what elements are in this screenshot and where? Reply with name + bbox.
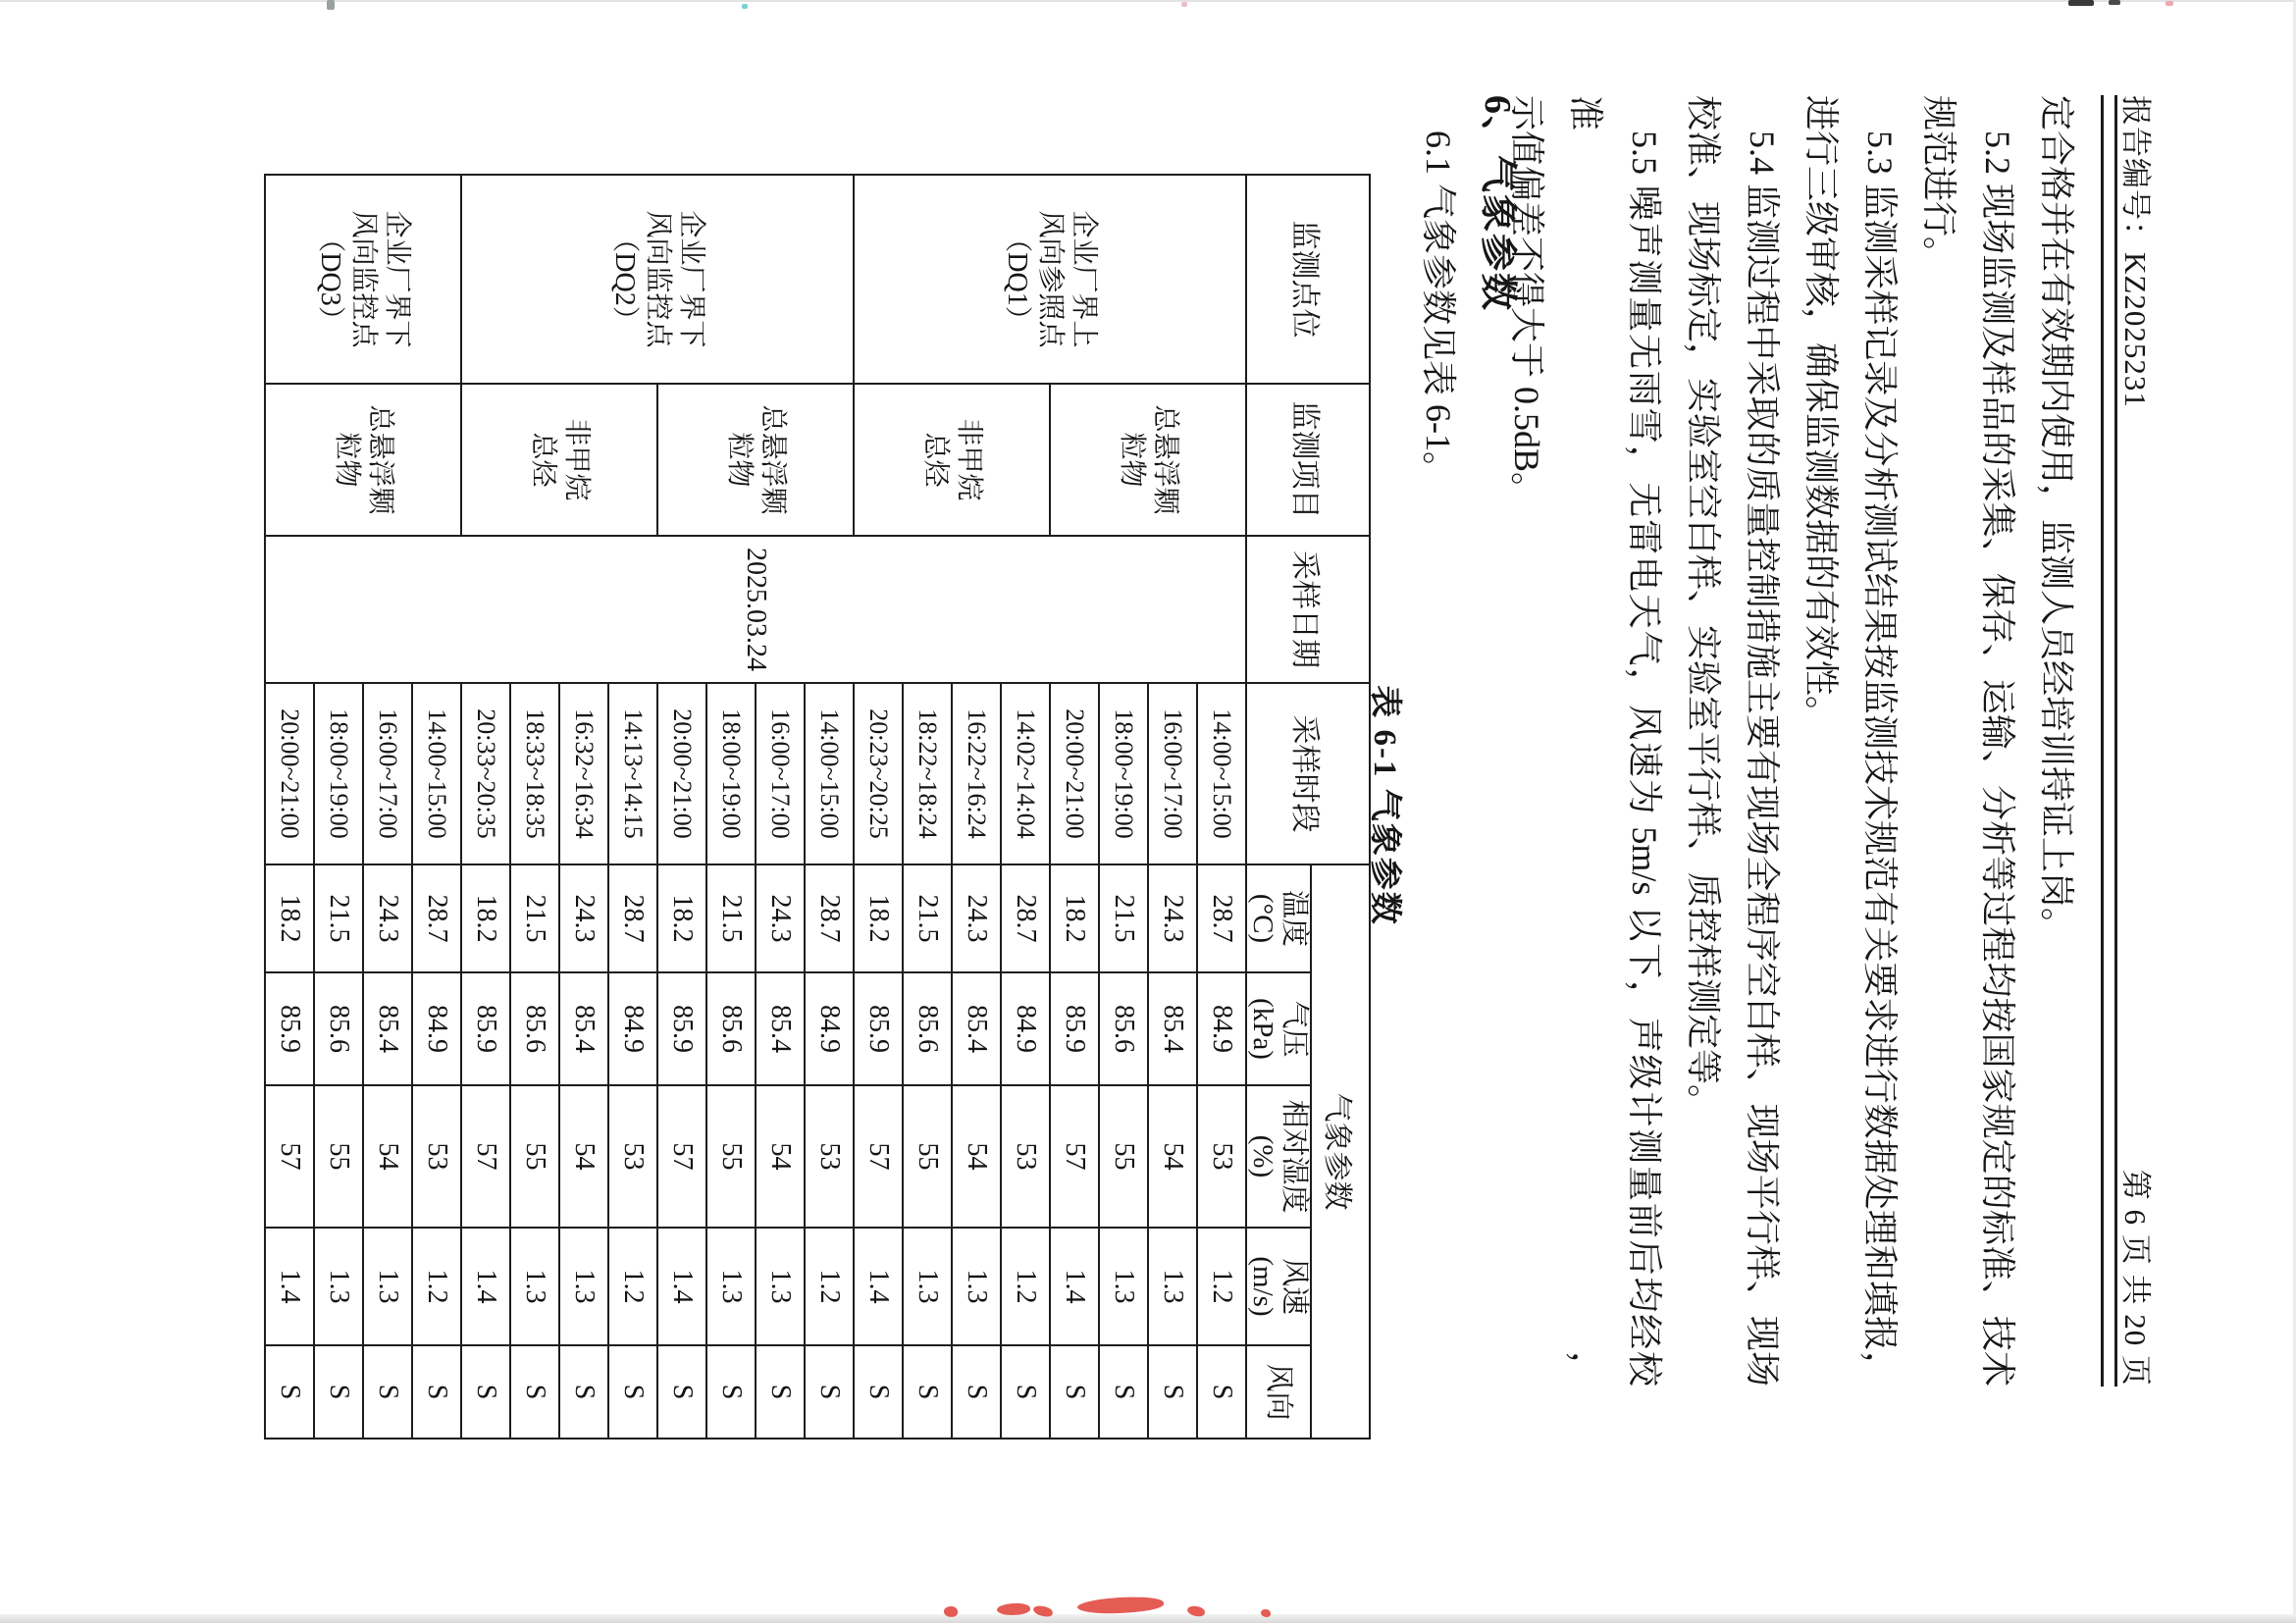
col-header-item: 监测项目 (1246, 384, 1370, 536)
cell-temperature: 21.5 (1099, 864, 1148, 972)
col-header-point: 监测点位 (1246, 175, 1370, 384)
col-header-pressure: 气压 (kPa) (1246, 972, 1311, 1085)
report-number: 报告编号：KZ2025231 (2118, 95, 2153, 408)
col-header-temperature: 温度 (°C) (1246, 864, 1311, 972)
cell-sample-time: 14:13~14:15 (608, 683, 657, 864)
cell-temperature: 24.3 (952, 864, 1001, 972)
cell-pressure: 85.9 (265, 972, 314, 1085)
cell-pressure: 85.4 (363, 972, 412, 1085)
cell-wind-speed: 1.2 (608, 1228, 657, 1345)
cell-humidity: 53 (805, 1085, 854, 1228)
cell-humidity: 53 (412, 1085, 461, 1228)
cell-pressure: 85.4 (559, 972, 608, 1085)
cell-monitoring-point: 企业厂界下 风向监控点 （DQ3） (265, 175, 461, 384)
cell-sample-time: 20:00~21:00 (657, 683, 706, 864)
col-header-humidity: 相对湿度 (%) (1246, 1085, 1311, 1228)
cell-humidity: 55 (510, 1085, 559, 1228)
cell-wind-speed: 1.4 (657, 1228, 706, 1345)
cell-temperature: 21.5 (706, 864, 756, 972)
cell-humidity: 57 (461, 1085, 510, 1228)
cell-sample-time: 20:33~20:35 (461, 683, 510, 864)
cell-pressure: 85.4 (756, 972, 805, 1085)
cell-temperature: 24.3 (756, 864, 805, 972)
table-row (412, 175, 461, 1439)
cell-humidity: 53 (608, 1085, 657, 1228)
cell-wind-speed: 1.3 (1099, 1228, 1148, 1345)
cell-pressure: 85.9 (854, 972, 903, 1085)
body-line: 5.4 监测过程中采取的质量控制措施主要有现场全程序空白样、现场平行样、现场 (1743, 131, 1782, 1387)
cell-wind-speed: 1.3 (1148, 1228, 1197, 1345)
cell-wind-direction: S (756, 1345, 805, 1439)
cell-wind-direction: S (265, 1345, 314, 1439)
cell-pressure: 85.4 (952, 972, 1001, 1085)
body-line: 示值偏差不得大于 0.5dB。 (1507, 95, 1546, 508)
cell-humidity: 57 (854, 1085, 903, 1228)
cell-humidity: 57 (657, 1085, 706, 1228)
cell-wind-direction: S (1148, 1345, 1197, 1439)
cell-temperature: 28.7 (608, 864, 657, 972)
cell-sample-time: 16:32~16:34 (559, 683, 608, 864)
section-heading: 6、气象参数 (1477, 95, 1518, 313)
cell-pressure: 85.9 (461, 972, 510, 1085)
cell-wind-direction: S (363, 1345, 412, 1439)
cell-humidity: 55 (1099, 1085, 1148, 1228)
cell-sample-time: 20:23~20:25 (854, 683, 903, 864)
cell-humidity: 55 (903, 1085, 952, 1228)
cell-wind-speed: 1.2 (1197, 1228, 1246, 1345)
body-line: 5.5 噪声测量无雨雪，无雷电天气，风速为 5m/s 以下，声级计测量前后均经校准， (1566, 95, 1664, 1387)
cell-sample-time: 18:00~19:00 (706, 683, 756, 864)
cell-sample-date: 2025.03.24 (265, 536, 1246, 683)
cell-pressure: 85.9 (1050, 972, 1099, 1085)
cell-wind-direction: S (412, 1345, 461, 1439)
cell-wind-speed: 1.3 (706, 1228, 756, 1345)
cell-wind-speed: 1.3 (952, 1228, 1001, 1345)
cell-sample-time: 14:00~15:00 (805, 683, 854, 864)
scan-speck (327, 0, 335, 10)
cell-humidity: 55 (706, 1085, 756, 1228)
body-line: 定合格并在有效期内使用，监测人员经培训持证上岗。 (2037, 95, 2076, 944)
weather-parameters-table (264, 174, 1371, 1440)
cell-pressure: 84.9 (1197, 972, 1246, 1085)
cell-humidity: 55 (314, 1085, 363, 1228)
cell-temperature: 21.5 (314, 864, 363, 972)
cell-wind-direction: S (559, 1345, 608, 1439)
cell-sample-time: 18:22~18:24 (903, 683, 952, 864)
cell-pressure: 85.6 (903, 972, 952, 1085)
cell-monitoring-point: 企业厂界上 风向参照点 （DQ1） (854, 175, 1246, 384)
col-header-weather-span: 气象参数 (1311, 864, 1370, 1439)
col-header-date: 采样日期 (1246, 536, 1370, 683)
page-number: 第 6 页 共 20 页 (2118, 1169, 2153, 1387)
cell-temperature: 28.7 (805, 864, 854, 972)
cell-wind-direction: S (706, 1345, 756, 1439)
cell-wind-direction: S (1001, 1345, 1050, 1439)
cell-pressure: 85.6 (1099, 972, 1148, 1085)
cell-wind-speed: 1.4 (854, 1228, 903, 1345)
table-row (805, 175, 854, 1439)
cell-pressure: 85.4 (1148, 972, 1197, 1085)
cell-wind-speed: 1.3 (314, 1228, 363, 1345)
body-line: 进行三级审核，确保监测数据的有效性。 (1801, 95, 1841, 732)
cell-wind-speed: 1.3 (363, 1228, 412, 1345)
cell-humidity: 53 (1001, 1085, 1050, 1228)
cell-wind-direction: S (657, 1345, 706, 1439)
cell-wind-speed: 1.3 (510, 1228, 559, 1345)
cell-humidity: 54 (952, 1085, 1001, 1228)
cell-temperature: 18.2 (461, 864, 510, 972)
cell-pressure: 85.6 (706, 972, 756, 1085)
body-line: 5.3 监测采样记录及分析测试结果按监测技术规范有关要求进行数据处理和填报， (1860, 131, 1900, 1387)
cell-wind-speed: 1.2 (805, 1228, 854, 1345)
cell-temperature: 24.3 (363, 864, 412, 972)
cell-sample-time: 16:00~17:00 (1148, 683, 1197, 864)
cell-wind-direction: S (903, 1345, 952, 1439)
cell-sample-time: 16:22~16:24 (952, 683, 1001, 864)
cell-wind-direction: S (461, 1345, 510, 1439)
cell-wind-direction: S (1197, 1345, 1246, 1439)
cell-wind-speed: 1.4 (265, 1228, 314, 1345)
cell-humidity: 53 (1197, 1085, 1246, 1228)
cell-wind-speed: 1.3 (559, 1228, 608, 1345)
cell-humidity: 54 (363, 1085, 412, 1228)
scan-speck (2109, 0, 2120, 5)
cell-monitoring-item: 总悬浮颗 粒物 (1050, 384, 1246, 536)
body-line: 规范进行。 (1919, 95, 1958, 273)
cell-wind-direction: S (1099, 1345, 1148, 1439)
cell-humidity: 57 (265, 1085, 314, 1228)
cell-sample-time: 18:00~19:00 (314, 683, 363, 864)
cell-wind-speed: 1.4 (1050, 1228, 1099, 1345)
cell-temperature: 28.7 (412, 864, 461, 972)
col-header-winddir: 风向 (1246, 1345, 1311, 1439)
cell-wind-direction: S (1050, 1345, 1099, 1439)
cell-sample-time: 14:00~15:00 (1197, 683, 1246, 864)
red-stamp-fragment (1261, 1609, 1271, 1617)
cell-temperature: 18.2 (854, 864, 903, 972)
scan-speck (2068, 0, 2094, 6)
section-subheading: 6.1 气象参数见表 6-1。 (1419, 131, 1458, 487)
cell-pressure: 84.9 (608, 972, 657, 1085)
cell-wind-speed: 1.2 (1001, 1228, 1050, 1345)
cell-sample-time: 20:00~21:00 (265, 683, 314, 864)
cell-monitoring-item: 非甲烷 总烃 (461, 384, 657, 536)
cell-pressure: 84.9 (805, 972, 854, 1085)
table-row (1197, 175, 1246, 1439)
scan-edge-top (0, 0, 2296, 2)
cell-temperature: 24.3 (559, 864, 608, 972)
scan-speck (2166, 1, 2173, 6)
table-title: 表 6-1 气象参数 (1367, 685, 1402, 926)
cell-pressure: 85.9 (657, 972, 706, 1085)
cell-temperature: 18.2 (1050, 864, 1099, 972)
cell-monitoring-point: 企业厂界下 风向监控点 （DQ2） (461, 175, 854, 384)
cell-pressure: 85.6 (314, 972, 363, 1085)
body-text-block (1497, 95, 2086, 1387)
cell-sample-time: 18:00~19:00 (1099, 683, 1148, 864)
cell-wind-direction: S (510, 1345, 559, 1439)
cell-temperature: 21.5 (903, 864, 952, 972)
cell-humidity: 57 (1050, 1085, 1099, 1228)
cell-temperature: 28.7 (1197, 864, 1246, 972)
cell-pressure: 84.9 (412, 972, 461, 1085)
cell-wind-direction: S (608, 1345, 657, 1439)
cell-wind-speed: 1.3 (903, 1228, 952, 1345)
cell-sample-time: 16:00~17:00 (363, 683, 412, 864)
cell-temperature: 21.5 (510, 864, 559, 972)
cell-monitoring-item: 非甲烷 总烃 (854, 384, 1050, 536)
cell-monitoring-item: 总悬浮颗 粒物 (265, 384, 461, 536)
page-header (2116, 95, 2161, 1387)
scan-speck (742, 4, 748, 9)
scan-edge-bottom (0, 1614, 2296, 1623)
col-header-windspeed: 风速 (m/s) (1246, 1228, 1311, 1345)
scan-speck (1181, 2, 1187, 7)
cell-sample-time: 14:00~15:00 (412, 683, 461, 864)
cell-humidity: 54 (1148, 1085, 1197, 1228)
cell-wind-direction: S (314, 1345, 363, 1439)
cell-temperature: 18.2 (657, 864, 706, 972)
cell-wind-speed: 1.4 (461, 1228, 510, 1345)
cell-sample-time: 14:02~14:04 (1001, 683, 1050, 864)
cell-pressure: 84.9 (1001, 972, 1050, 1085)
body-line: 校准、现场标定，实验室空白样、实验室平行样、质控样测定等。 (1684, 95, 1723, 1121)
body-line: 5.2 现场监测及样品的采集、保存、运输、分析等过程均按国家规定的标准、技术 (1978, 131, 2017, 1387)
cell-wind-speed: 1.3 (756, 1228, 805, 1345)
cell-wind-direction: S (952, 1345, 1001, 1439)
cell-sample-time: 16:00~17:00 (756, 683, 805, 864)
header-double-rule (2101, 95, 2117, 1387)
cell-wind-direction: S (854, 1345, 903, 1439)
cell-humidity: 54 (559, 1085, 608, 1228)
cell-monitoring-item: 总悬浮颗 粒物 (657, 384, 854, 536)
col-header-timeslot: 采样时段 (1246, 683, 1370, 864)
cell-humidity: 54 (756, 1085, 805, 1228)
cell-sample-time: 18:33~18:35 (510, 683, 559, 864)
cell-pressure: 85.6 (510, 972, 559, 1085)
cell-temperature: 28.7 (1001, 864, 1050, 972)
cell-sample-time: 20:00~21:00 (1050, 683, 1099, 864)
cell-wind-speed: 1.2 (412, 1228, 461, 1345)
cell-temperature: 18.2 (265, 864, 314, 972)
cell-wind-direction: S (805, 1345, 854, 1439)
cell-temperature: 24.3 (1148, 864, 1197, 972)
